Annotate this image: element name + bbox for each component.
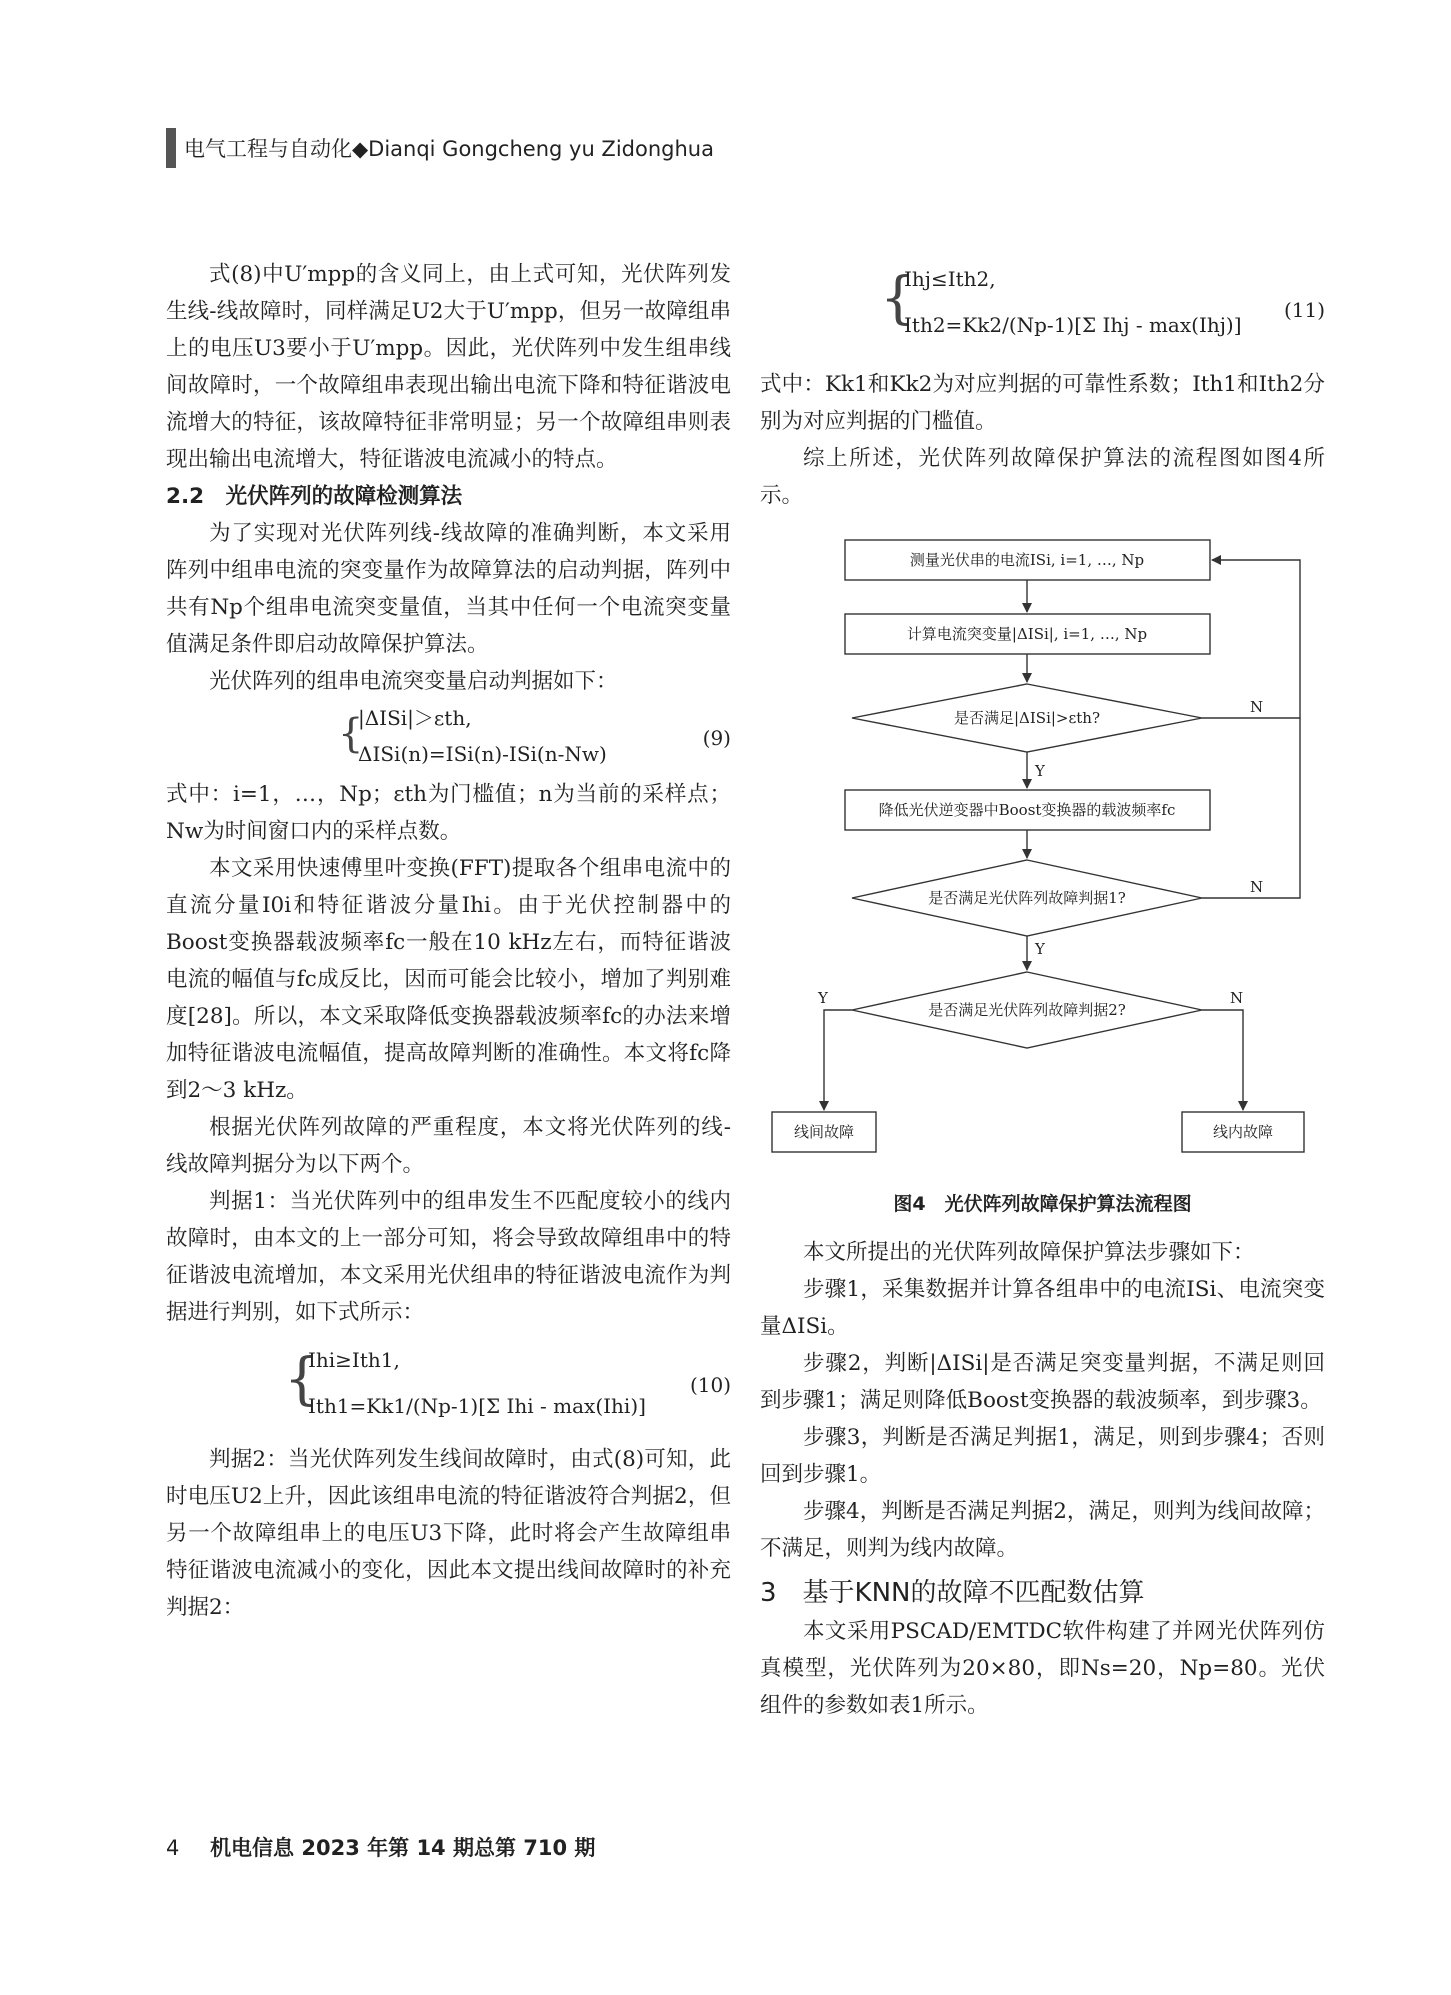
eq9-line1: |ΔISi|＞εth, bbox=[358, 706, 472, 730]
paragraph: 判据2：当光伏阵列发生线间故障时，由式(8)可知，此时电压U2上升，因此该组串电流的特征谐波符合判据2，但另一个故障组串上的电压U3下降，此时将会产生故障组串特征谐波电流减小的变化，因此本文提出线间故障时的补充判据2： bbox=[166, 1447, 731, 1620]
flowchart-figure bbox=[760, 514, 1325, 1234]
equation-9: { |ΔISi|＞εth, ΔISi(n)=ISi(n)-ISi(n-Nw) (9) bbox=[166, 700, 731, 776]
flowchart bbox=[760, 522, 1325, 1172]
paragraph: 步骤2，判断|ΔISi|是否满足突变量判据，不满足则回到步骤1；满足则降低Boost变换器的载波频率，到步骤3。 bbox=[760, 1351, 1325, 1413]
flow-text-within-line: 线内故障 bbox=[1212, 1123, 1274, 1141]
flow-text-compute: 计算电流突变量|ΔISi|, i=1, …, Np bbox=[906, 625, 1148, 643]
paragraph: 判据1：当光伏阵列中的组串发生不匹配度较小的线内故障时，由本文的上一部分可知，将会导致故障组串中的特征谐波电流增加，本文采用光伏组串的特征谐波电流作为判据进行判别，如下式所示： bbox=[166, 1189, 731, 1325]
left-column bbox=[166, 256, 731, 1626]
flow-label-no: N bbox=[1250, 698, 1264, 716]
equation-number: (10) bbox=[689, 1373, 731, 1397]
paragraph: 式中：Kk1和Kk2为对应判据的可靠性系数；Ith1和Ith2分别为对应判据的门槛值。 bbox=[760, 372, 1325, 434]
footer-journal: 机电信息 2023 年第 14 期总第 710 期 bbox=[210, 1836, 596, 1860]
flow-label-no: N bbox=[1250, 878, 1264, 896]
equation-10: { Ihi≥Ith1, Ith1=Kk1/(Np-1)[Σ Ihi - max(Ihi)] (10) bbox=[166, 1331, 731, 1441]
flow-text-criterion1: 是否满足光伏阵列故障判据1? bbox=[928, 889, 1126, 907]
equation-number: (9) bbox=[702, 726, 731, 750]
eq11-line2: Ith2=Kk2/(Np-1)[Σ Ihj - max(Ihj)] bbox=[904, 313, 1242, 337]
flow-text-between-line: 线间故障 bbox=[793, 1123, 855, 1141]
section-heading: 2.2 光伏阵列的故障检测算法 bbox=[166, 484, 463, 509]
flow-label-no: N bbox=[1230, 989, 1244, 1007]
flow-text-criterion2: 是否满足光伏阵列故障判据2? bbox=[928, 1001, 1126, 1019]
flow-label-yes: Y bbox=[1035, 762, 1045, 780]
paragraph: 本文采用快速傅里叶变换(FFT)提取各个组串电流中的直流分量I0i和特征谐波分量Ihi。由于光伏控制器中的Boost变换器载波频率fc一般在10 kHz左右，而特征谐波电流的幅值与fc成反比，因而可能会比较小，增加了判别难度[28]。所以，本文采取降低变换器载波频率fc的办法来增加特征谐波电流幅值，提高故障判断的准确性。本文将fc降到2～3 kHz。 bbox=[166, 856, 731, 1103]
eq9-line2: ΔISi(n)=ISi(n)-ISi(n-Nw) bbox=[358, 742, 607, 766]
flow-text-measure: 测量光伏串的电流ISi, i=1, …, Np bbox=[909, 551, 1145, 569]
section-heading: 3 基于KNN的故障不匹配数估算 bbox=[760, 1578, 1145, 1608]
figure-caption: 图4 光伏阵列故障保护算法流程图 bbox=[893, 1193, 1192, 1215]
eq10-line2: Ith1=Kk1/(Np-1)[Σ Ihi - max(Ihi)] bbox=[308, 1394, 646, 1418]
eq11-line1: Ihj≤Ith2, bbox=[904, 267, 996, 291]
paragraph: 步骤4，判断是否满足判据2，满足，则判为线间故障；不满足，则判为线内故障。 bbox=[760, 1499, 1325, 1561]
paragraph: 为了实现对光伏阵列线-线故障的准确判断，本文采用阵列中组串电流的突变量作为故障算法的启动判据，阵列中共有Np个组串电流突变量值，当其中任何一个电流突变量值满足条件即启动故障保护算法。 bbox=[166, 521, 731, 657]
paragraph: 步骤3，判断是否满足判据1，满足，则到步骤4；否则回到步骤1。 bbox=[760, 1425, 1325, 1487]
header-bar bbox=[166, 128, 176, 168]
paragraph: 式中：i=1，…，Np；εth为门槛值；n为当前的采样点；Nw为时间窗口内的采样点数。 bbox=[166, 782, 731, 844]
right-column bbox=[760, 256, 1325, 1724]
paragraph: 根据光伏阵列故障的严重程度，本文将光伏阵列的线-线故障判据分为以下两个。 bbox=[166, 1115, 731, 1177]
equation-11: { Ihj≤Ith2, Ith2=Kk2/(Np-1)[Σ Ihj - max(Ihj)] (11) bbox=[760, 256, 1325, 366]
journal-header: 电气工程与自动化◆Dianqi Gongcheng yu Zidonghua bbox=[184, 137, 714, 161]
flow-text-threshold: 是否满足|ΔISi|>εth? bbox=[953, 709, 1101, 727]
paragraph: 本文采用PSCAD/EMTDC软件构建了并网光伏阵列仿真模型，光伏阵列为20×80，即Ns=20，Np=80。光伏组件的参数如表1所示。 bbox=[760, 1619, 1325, 1718]
equation-number: (11) bbox=[1283, 298, 1325, 322]
paragraph: 式(8)中U′mpp的含义同上，由上式可知，光伏阵列发生线-线故障时，同样满足U2大于U′mpp，但另一故障组串上的电压U3要小于U′mpp。因此，光伏阵列中发生组串线间故障时，一个故障组串表现出输出电流下降和特征谐波电流增大的特征，该故障特征非常明显；另一个故障组串则表现出输出电流增大，特征谐波电流减小的特点。 bbox=[166, 262, 731, 472]
flow-text-reduce-freq: 降低光伏逆变器中Boost变换器的载波频率fc bbox=[878, 801, 1176, 819]
running-header bbox=[166, 128, 714, 168]
flow-label-yes: Y bbox=[1035, 940, 1045, 958]
paragraph: 光伏阵列的组串电流突变量启动判据如下： bbox=[209, 669, 618, 694]
paragraph: 本文所提出的光伏阵列故障保护算法步骤如下： bbox=[803, 1240, 1255, 1265]
flow-label-yes: Y bbox=[818, 989, 828, 1007]
paragraph: 综上所述，光伏阵列故障保护算法的流程图如图4所示。 bbox=[760, 446, 1325, 508]
eq10-line1: Ihi≥Ith1, bbox=[308, 1348, 400, 1372]
page-number: 4 bbox=[166, 1836, 180, 1860]
paragraph: 步骤1，采集数据并计算各组串中的电流ISi、电流突变量ΔISi。 bbox=[760, 1277, 1325, 1339]
page-footer bbox=[166, 1832, 595, 1862]
